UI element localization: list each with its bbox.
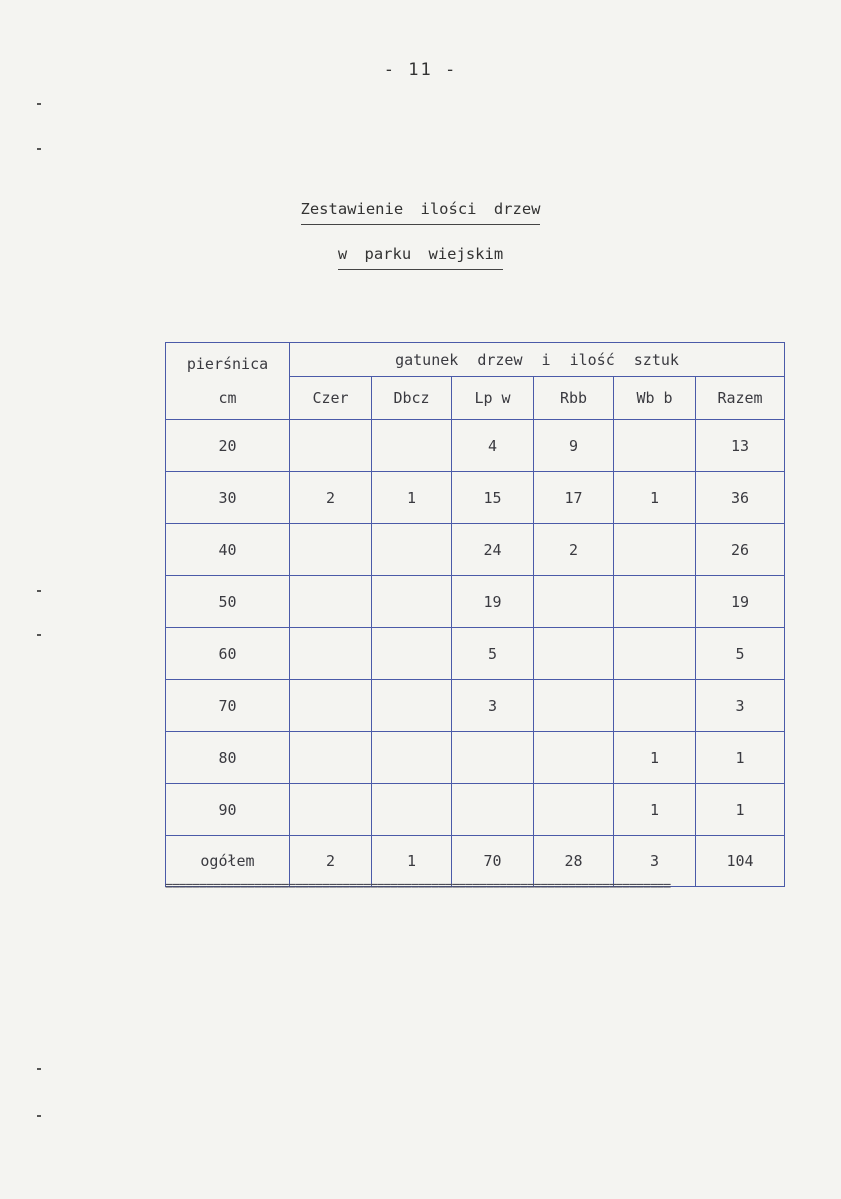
margin-mark xyxy=(37,634,41,636)
cell-value xyxy=(290,732,372,784)
cell-value xyxy=(290,524,372,576)
cell-sum: 28 xyxy=(534,836,614,887)
table-row xyxy=(166,420,785,472)
cell-diameter: 60 xyxy=(166,628,290,680)
header-col-czer: Czer xyxy=(290,377,372,420)
cell-diameter: 40 xyxy=(166,524,290,576)
title-text-2: w parku wiejskim xyxy=(338,245,503,270)
cell-value xyxy=(534,732,614,784)
cell-value xyxy=(372,732,452,784)
cell-diameter: 90 xyxy=(166,784,290,836)
title-text-1: Zestawienie ilości drzew xyxy=(301,200,541,225)
header-diameter xyxy=(166,343,290,420)
cell-value: 1 xyxy=(372,472,452,524)
margin-mark xyxy=(37,590,41,592)
cell-value xyxy=(290,576,372,628)
margin-mark xyxy=(37,1068,41,1070)
cell-diameter: 20 xyxy=(166,420,290,472)
cell-value: 3 xyxy=(452,680,534,732)
cell-value: 5 xyxy=(452,628,534,680)
table-row xyxy=(166,784,785,836)
cell-total: 1 xyxy=(696,784,785,836)
cell-sum: 70 xyxy=(452,836,534,887)
margin-mark xyxy=(37,148,41,150)
title-line-2 xyxy=(0,245,841,270)
cell-total: 5 xyxy=(696,628,785,680)
cell-diameter: 70 xyxy=(166,680,290,732)
cell-value: 2 xyxy=(290,472,372,524)
cell-value: 15 xyxy=(452,472,534,524)
header-col-razem: Razem xyxy=(696,377,785,420)
cell-value xyxy=(372,524,452,576)
cell-total: 26 xyxy=(696,524,785,576)
cell-value: 9 xyxy=(534,420,614,472)
cell-total: 19 xyxy=(696,576,785,628)
cell-value xyxy=(614,576,696,628)
cell-value: 1 xyxy=(614,472,696,524)
table-row xyxy=(166,628,785,680)
cell-value xyxy=(534,680,614,732)
cell-value xyxy=(290,680,372,732)
table-row xyxy=(166,524,785,576)
cell-value xyxy=(614,628,696,680)
header-col-lpw: Lp w xyxy=(452,377,534,420)
cell-sum: 2 xyxy=(290,836,372,887)
cell-value xyxy=(614,680,696,732)
cell-value: 1 xyxy=(614,784,696,836)
cell-value xyxy=(372,420,452,472)
page-number: - 11 - xyxy=(383,60,458,80)
tree-count-table xyxy=(165,342,785,887)
cell-value xyxy=(534,576,614,628)
cell-total: 13 xyxy=(696,420,785,472)
cell-value: 19 xyxy=(452,576,534,628)
table-row xyxy=(166,576,785,628)
cell-total: 36 xyxy=(696,472,785,524)
double-rule-footer: ========================================================================== xyxy=(165,879,671,894)
cell-value: 4 xyxy=(452,420,534,472)
cell-value: 17 xyxy=(534,472,614,524)
cell-sum: 1 xyxy=(372,836,452,887)
cell-diameter: 30 xyxy=(166,472,290,524)
cell-total: 3 xyxy=(696,680,785,732)
cell-total: 1 xyxy=(696,732,785,784)
cell-value xyxy=(614,524,696,576)
cell-value xyxy=(534,628,614,680)
cell-value xyxy=(372,784,452,836)
cell-total-label: ogółem xyxy=(166,836,290,887)
header-diameter-label: pierśnica xyxy=(186,355,269,373)
cell-value xyxy=(452,784,534,836)
header-col-wbb: Wb b xyxy=(614,377,696,420)
title-line-1 xyxy=(0,200,841,225)
cell-value: 24 xyxy=(452,524,534,576)
header-col-rbb: Rbb xyxy=(534,377,614,420)
cell-sum: 3 xyxy=(614,836,696,887)
cell-value xyxy=(614,420,696,472)
cell-value xyxy=(452,732,534,784)
cell-diameter: 80 xyxy=(166,732,290,784)
header-species-group: gatunek drzew i ilość sztuk xyxy=(290,343,785,377)
cell-value: 1 xyxy=(614,732,696,784)
table-row xyxy=(166,680,785,732)
cell-value xyxy=(372,576,452,628)
header-diameter-unit: cm xyxy=(218,389,237,407)
margin-mark xyxy=(37,103,41,105)
margin-mark xyxy=(37,1115,41,1117)
table-row xyxy=(166,472,785,524)
table-row xyxy=(166,732,785,784)
cell-value xyxy=(372,680,452,732)
cell-value xyxy=(290,628,372,680)
cell-value xyxy=(290,420,372,472)
cell-value xyxy=(534,784,614,836)
header-col-dbcz: Dbcz xyxy=(372,377,452,420)
cell-value: 2 xyxy=(534,524,614,576)
cell-grand-total: 104 xyxy=(696,836,785,887)
cell-value xyxy=(372,628,452,680)
cell-diameter: 50 xyxy=(166,576,290,628)
cell-value xyxy=(290,784,372,836)
